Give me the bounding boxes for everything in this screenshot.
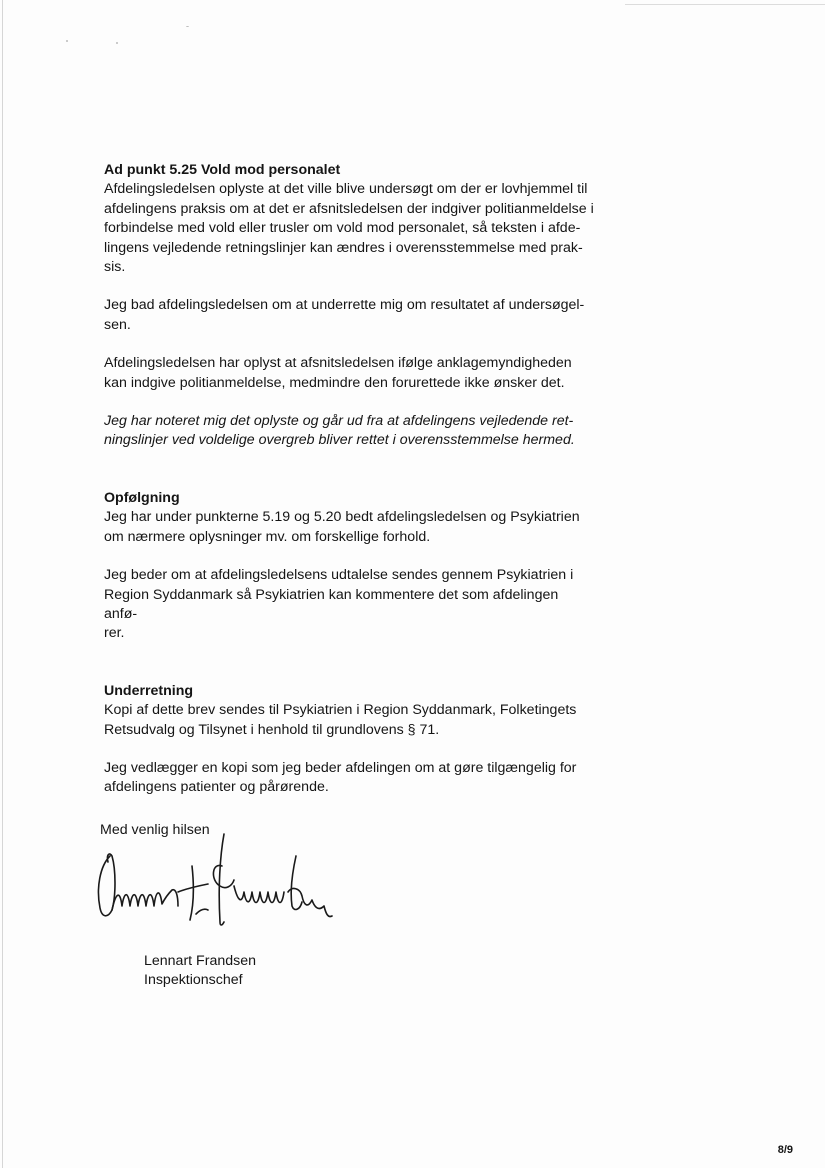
handwritten-signature [92,826,342,936]
signer-name: Lennart Frandsen [144,953,256,969]
scan-speck [116,42,118,44]
paragraph: Afdelingsledelsen har oplyst at afsnitsledelsen ifølge anklagemyndigheden kan indgive politianmeldelse, medmindre den forurettede ikke ønsker det. [104,355,572,391]
paragraph: Jeg bad afdelingsledelsen om at underrette mig om resultatet af undersøgel- sen. [104,297,585,333]
section-heading-underretning: Underretning [104,682,194,699]
paragraph: Kopi af dette brev sendes til Psykiatrien i Region Syddanmark, Folketingets Retsudvalg og Tilsynet i henhold til grundlovens § 71. [104,702,577,738]
letter-body [104,161,594,798]
paragraph: Afdelingsledelsen oplyste at det ville blive undersøgt om der er lovhjemmel til afdelingens praksis om at det er afsnitsledelsen der indgiver politianmeldelse i forbindelse med vold eller trusler om vold mod personalet, så teksten i afde- lingens vejledende retningslinjer kan ændres i overensstemmelse med prak- sis. [104,181,594,276]
paragraph: Jeg har under punkterne 5.19 og 5.20 bedt afdelingsledelsen og Psykiatrien om nærmere oplysninger mv. om forskellige forhold. [104,509,580,545]
scan-top-edge [625,4,825,5]
paragraph: Jeg vedlægger en kopi som jeg beder afdelingen om at gøre tilgængelig for afdelingens patienter og pårørende. [104,759,577,796]
signer-title: Inspektionschef [144,972,243,988]
scan-speck [66,40,68,42]
signer-block [144,952,256,990]
section-heading-opfoelgning: Opfølgning [104,489,180,506]
closing-greeting: Med venlig hilsen [100,822,210,838]
page-number: 8/9 [777,1144,793,1156]
scan-edge [2,0,3,1168]
paragraph: Jeg beder om at afdelingsledelsens udtalelse sendes gennem Psykiatrien i Region Syddanmark så Psykiatrien kan kommentere det som afdelingen anfø- rer. [104,567,574,642]
paragraph-italic: Jeg har noteret mig det oplyste og går ud fra at afdelingens vejledende ret- ningslinjer ved voldelige overgreb bliver rettet i overensstemmelse hermed. [104,413,575,449]
scan-speck [186,26,189,27]
section-heading-vold: Ad punkt 5.25 Vold mod personalet [104,162,341,178]
